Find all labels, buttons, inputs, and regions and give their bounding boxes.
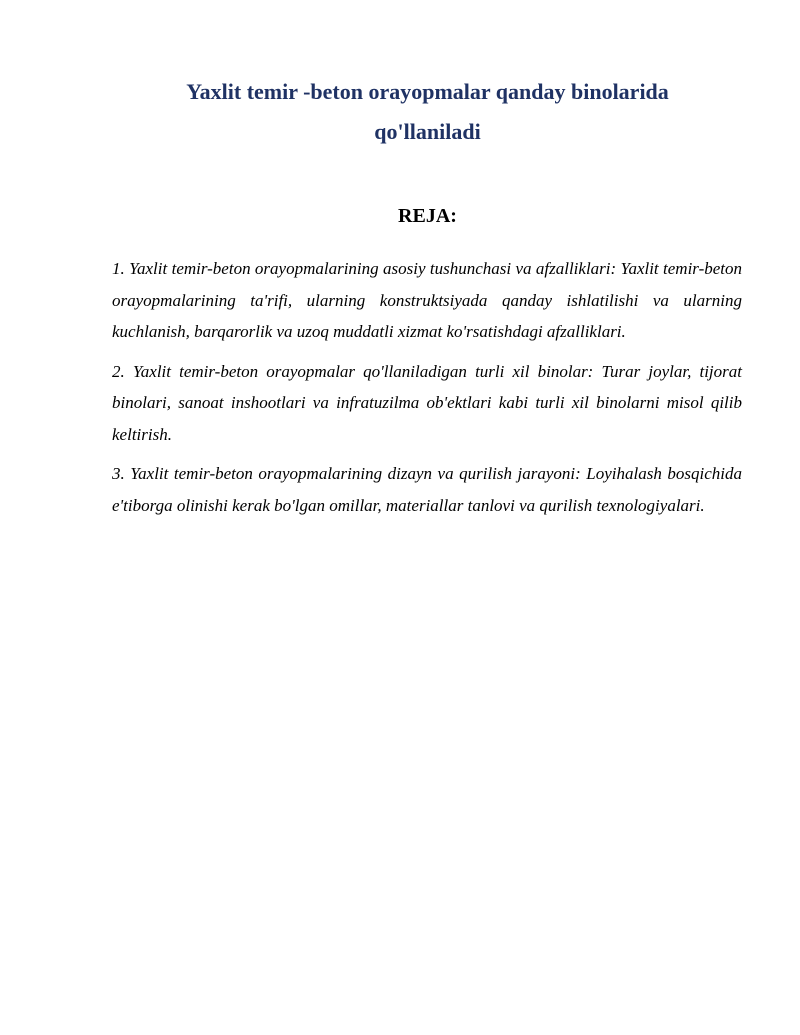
document-title-line-2: qo'llaniladi bbox=[374, 119, 481, 144]
document-title bbox=[110, 72, 745, 152]
plan-item-1: 1. Yaxlit temir-beton orayopmalarining asosiy tushunchasi va afzalliklari: Yaxlit temir-beton orayopmalarining ta'rifi, ularning konstruktsiyada qanday ishlatilishi va ularning kuchlanish, barqarorlik va uzoq muddatli xizmat ko'rsatishdagi afzalliklari. bbox=[112, 259, 742, 341]
plan-item-3: 3. Yaxlit temir-beton orayopmalarining dizayn va qurilish jarayoni: Loyihalash bosqichida e'tiborga olinishi kerak bo'lgan omillar, materiallar tanlovi va qurilish texnologiyalari. bbox=[112, 464, 742, 515]
plan-item-2: 2. Yaxlit temir-beton orayopmalar qo'llaniladigan turli xil binolar: Turar joylar, tijorat binolari, sanoat inshootlari va infratuzilma ob'ektlari kabi turli xil binolarni misol qilib keltirish. bbox=[112, 361, 742, 444]
document-title-line-1: Yaxlit temir -beton orayopmalar qanday binolarida bbox=[186, 79, 669, 104]
plan-heading: REJA: bbox=[398, 205, 457, 227]
plan-list bbox=[112, 253, 742, 529]
